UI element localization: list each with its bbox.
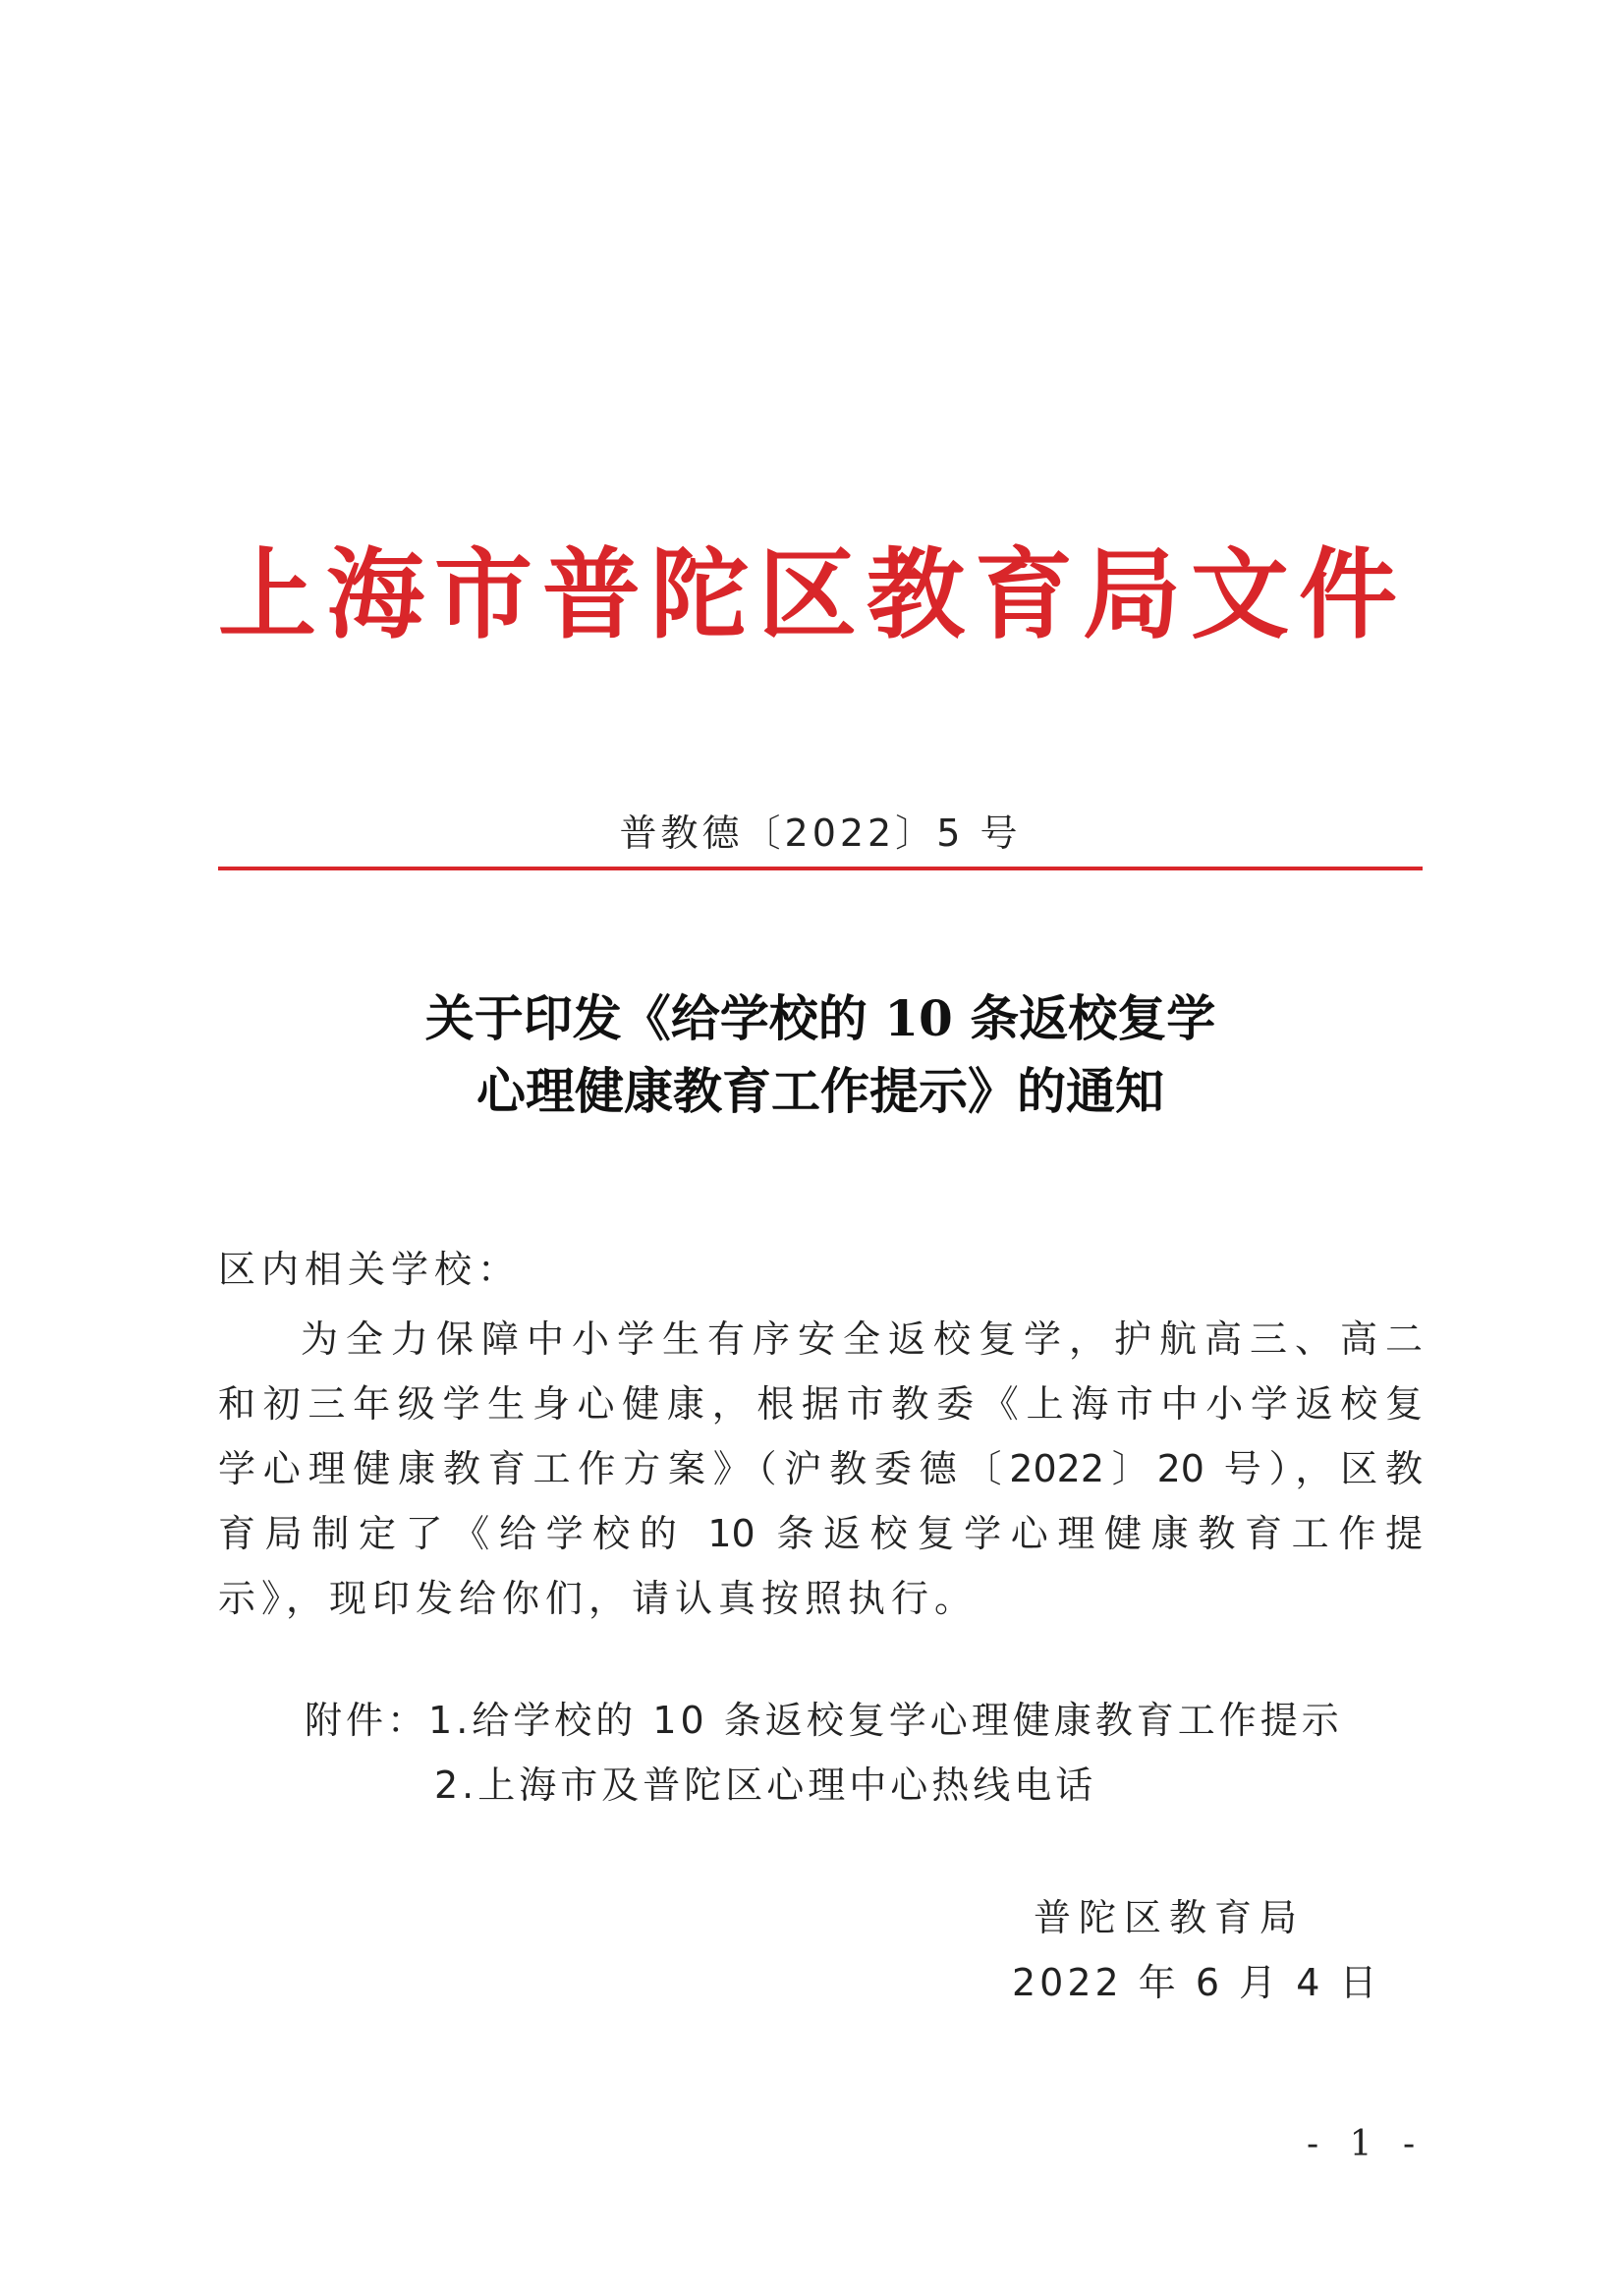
attachments-label: 附件：: [305, 1699, 429, 1742]
body-line: 和初三年级学生身心健康，根据市教委《上海市中小学返校复: [218, 1382, 1423, 1426]
document-header-title: 上海市普陀区教育局文件: [218, 536, 1407, 652]
attachment-item: [305, 1753, 1444, 1818]
attachment-item-2: 2.上海市及普陀区心理中心热线电话: [434, 1764, 1097, 1807]
red-divider-rule: [218, 867, 1423, 870]
salutation: 区内相关学校：: [218, 1248, 522, 1291]
body-line: 为全力保障中小学生有序安全返校复学，护航高三、高二: [301, 1317, 1423, 1361]
attachments-section: [305, 1688, 1444, 1818]
notice-title-line-2: 心理健康教育工作提示》的通知: [476, 1062, 1164, 1120]
notice-title: [218, 982, 1423, 1128]
body-line: 育局制定了《给学校的 10 条返校复学心理健康教育工作提: [218, 1512, 1423, 1555]
body-line: 学心理健康教育工作方案》（沪教委德〔2022〕20 号），区教: [218, 1447, 1423, 1490]
document-number: 普教德〔2022〕5 号: [619, 812, 1022, 855]
body-line: 示》，现印发给你们，请认真按照执行。: [218, 1577, 979, 1620]
notice-title-line-1: 关于印发《给学校的 10 条返校复学: [424, 989, 1216, 1047]
body-paragraph: [218, 1307, 1423, 1631]
attachment-item-1: 1.给学校的 10 条返校复学心理健康教育工作提示: [428, 1699, 1343, 1742]
attachment-item: [305, 1688, 1444, 1753]
signature-organization: 普陀区教育局: [1034, 1896, 1306, 1939]
signature-date: 2022 年 6 月 4 日: [1012, 1961, 1381, 2004]
page-number: - 1 -: [1307, 2124, 1426, 2164]
